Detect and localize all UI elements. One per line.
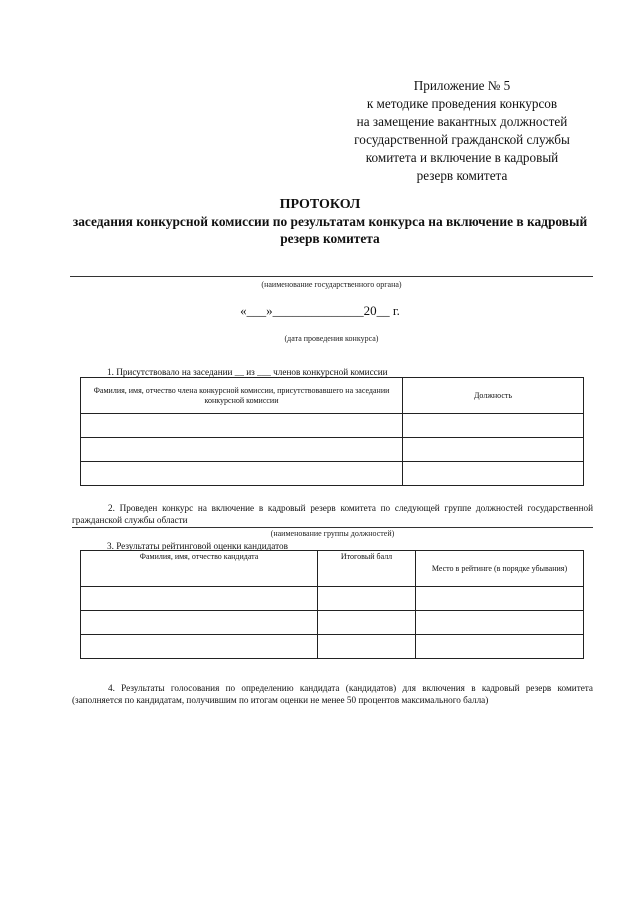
appendix-line: на замещение вакантных должностей bbox=[356, 114, 568, 129]
table-cell bbox=[81, 414, 403, 438]
table-header-row bbox=[81, 378, 584, 414]
candidate-rating-table bbox=[80, 550, 584, 659]
header-cell: Место в рейтинге (в порядке убывания) bbox=[416, 551, 584, 587]
table-row bbox=[81, 414, 584, 438]
header-cell: Итоговый балл bbox=[318, 551, 416, 587]
table-cell bbox=[403, 462, 584, 486]
header-cell: Фамилия, имя, отчество кандидата bbox=[81, 551, 318, 587]
org-caption: (наименование государственного органа) bbox=[261, 280, 402, 289]
appendix-line: комитета и включение в кадровый bbox=[365, 150, 559, 165]
table-cell bbox=[416, 587, 584, 611]
table-cell bbox=[318, 635, 416, 659]
table-row bbox=[81, 635, 584, 659]
document-title: ПРОТОКОЛ bbox=[279, 197, 361, 212]
document-subtitle: заседания конкурсной комиссии по результатам конкурса на включение в кадровый резерв комитета bbox=[72, 214, 588, 246]
table-cell bbox=[318, 587, 416, 611]
table-cell bbox=[416, 635, 584, 659]
position-group-caption: (наименование группы должностей) bbox=[270, 529, 395, 538]
org-name-line bbox=[70, 276, 593, 277]
table-cell bbox=[416, 611, 584, 635]
table-cell bbox=[318, 611, 416, 635]
table-row bbox=[81, 462, 584, 486]
section1-text: 1. Присутствовало на заседании __ из ___ членов конкурсной комиссии bbox=[107, 367, 388, 377]
table-header-row bbox=[81, 551, 584, 587]
table-cell bbox=[81, 462, 403, 486]
table-cell bbox=[81, 611, 318, 635]
appendix-line: государственной гражданской службы bbox=[354, 132, 570, 147]
appendix-line: Приложение № 5 bbox=[413, 78, 511, 93]
table-cell bbox=[403, 438, 584, 462]
section2-text: 2. Проведен конкурс на включение в кадровый резерв комитета по следующей группе должностей государственной гражданской службы области bbox=[72, 503, 593, 525]
table-cell bbox=[81, 438, 403, 462]
date-line: «___»______________20__ г. bbox=[240, 303, 400, 318]
header-cell: Должность bbox=[403, 378, 584, 414]
table-row bbox=[81, 438, 584, 462]
section3-text: 3. Результаты рейтинговой оценки кандидатов bbox=[107, 541, 288, 551]
table-row bbox=[81, 611, 584, 635]
appendix-block bbox=[330, 77, 594, 185]
position-group-line bbox=[72, 527, 593, 528]
table-row bbox=[81, 587, 584, 611]
table-cell bbox=[81, 587, 318, 611]
table-cell bbox=[81, 635, 318, 659]
table-cell bbox=[403, 414, 584, 438]
section4-text: 4. Результаты голосования по определению кандидата (кандидатов) для включения в кадровый резерв комитета (заполняется по кандидатам, получившим по итогам оценки не менее 50 процентов максимального балла) bbox=[72, 683, 593, 705]
appendix-line: резерв комитета bbox=[416, 168, 508, 183]
header-cell: Фамилия, имя, отчество члена конкурсной комиссии, присутствовавшего на заседании конкурсной комиссии bbox=[81, 378, 403, 414]
appendix-line: к методике проведения конкурсов bbox=[366, 96, 558, 111]
date-caption: (дата проведения конкурса) bbox=[284, 334, 379, 343]
commission-members-table bbox=[80, 377, 584, 486]
